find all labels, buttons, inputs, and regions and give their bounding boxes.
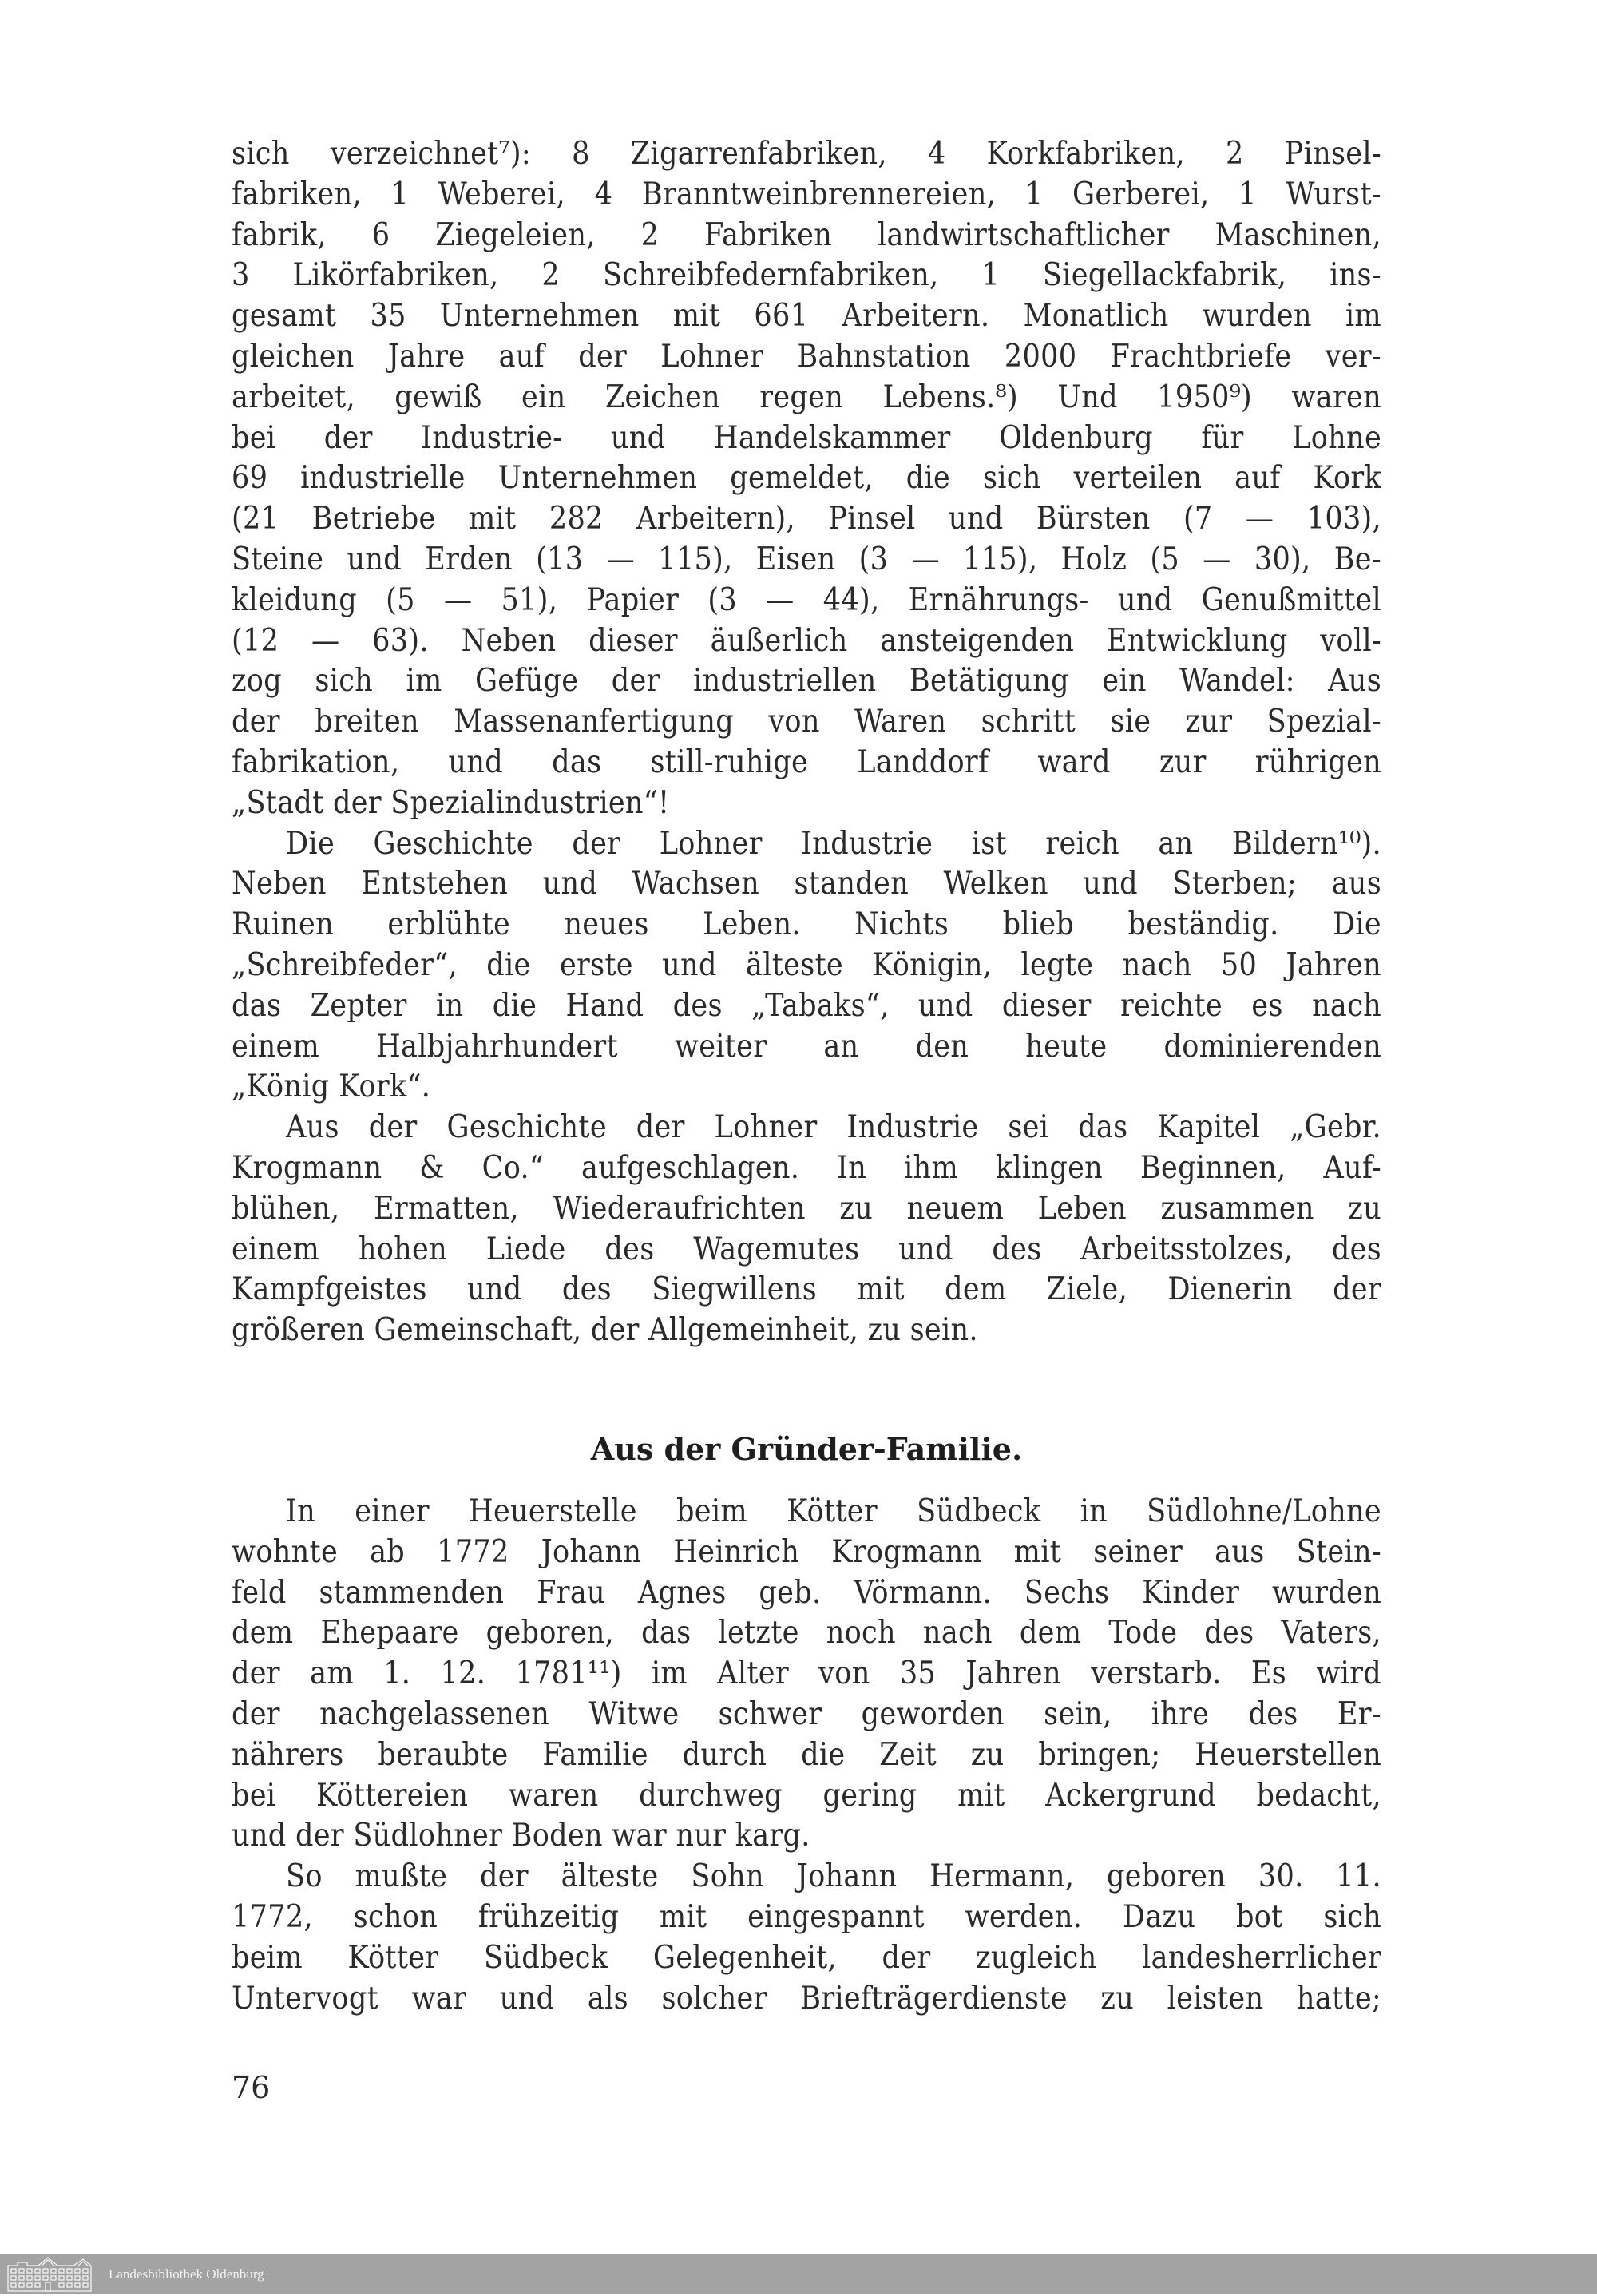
text-line: zog sich im Gefüge der industriellen Betätigung ein Wandel: Aus: [232, 663, 1381, 700]
text-line: der breiten Massenanfertigung von Waren schritt sie zur Spezial-: [232, 704, 1381, 740]
section-heading: Aus der Gründer-Familie.: [590, 1431, 1023, 1467]
text-line: Steine und Erden (13 — 115), Eisen (3 — 115), Holz (5 — 30), Be-: [232, 541, 1381, 577]
text-line: feld stammenden Frau Agnes geb. Vörmann. Sechs Kinder wurden: [232, 1574, 1381, 1611]
text-line: In einer Heuerstelle beim Kötter Südbeck in Südlohne/Lohne: [286, 1493, 1381, 1529]
text-line: „König Kork“.: [232, 1069, 431, 1105]
paragraph-1: [232, 134, 1381, 824]
text-line: Aus der Geschichte der Lohner Industrie sei das Kapitel „Gebr.: [286, 1109, 1381, 1146]
text-line: der nachgelassenen Witwe schwer geworden sein, ihre des Er-: [232, 1695, 1381, 1732]
text-line: Ruinen erblühte neues Leben. Nichts blieb beständig. Die: [232, 906, 1381, 943]
text-line: (12 — 63). Neben dieser äußerlich ansteigenden Entwicklung voll-: [232, 622, 1381, 659]
text-line: das Zepter in die Hand des „Tabaks“, und dieser reichte es nach: [232, 987, 1381, 1024]
text-line: nährers beraubte Familie durch die Zeit zu bringen; Heuerstellen: [232, 1736, 1381, 1773]
text-line: 69 industrielle Unternehmen gemeldet, die sich verteilen auf Kork: [232, 460, 1381, 497]
text-line: So mußte der älteste Sohn Johann Hermann, geboren 30. 11.: [286, 1858, 1381, 1895]
library-building-icon: [6, 2256, 99, 2293]
text-line: Die Geschichte der Lohner Industrie ist reich an Bildern¹⁰).: [286, 825, 1381, 862]
text-line: gleichen Jahre auf der Lohner Bahnstation 2000 Frachtbriefe ver-: [232, 338, 1381, 375]
text-line: der am 1. 12. 1781¹¹) im Alter von 35 Jahren verstarb. Es wird: [232, 1656, 1381, 1692]
text-line: einem hohen Liede des Wagemutes und des Arbeitsstolzes, des: [232, 1231, 1381, 1267]
page-body: [232, 134, 1381, 1351]
text-line: bei Köttereien waren durchweg gering mit Ackergrund bedacht,: [232, 1777, 1381, 1814]
text-line: wohnte ab 1772 Johann Heinrich Krogmann mit seiner aus Stein-: [232, 1533, 1381, 1570]
text-line: gesamt 35 Unternehmen mit 661 Arbeitern. Monatlich wurden im: [232, 298, 1381, 335]
text-line: 1772, schon frühzeitig mit eingespannt werden. Dazu bot sich: [232, 1898, 1381, 1935]
text-line: Neben Entstehen und Wachsen standen Welken und Sterben; aus: [232, 866, 1381, 902]
footer-bar: [0, 2254, 1597, 2294]
text-line: blühen, Ermatten, Wiederaufrichten zu neuem Leben zusammen zu: [232, 1190, 1381, 1227]
text-line: „Stadt der Spezialindustrien“!: [232, 784, 670, 821]
text-line: fabrikation, und das still-ruhige Landdorf ward zur rührigen: [232, 744, 1381, 780]
text-line: arbeitet, gewiß ein Zeichen regen Lebens.⁸) Und 1950⁹) waren: [232, 379, 1381, 415]
text-line: einem Halbjahrhundert weiter an den heute dominierenden: [232, 1028, 1381, 1065]
library-name: Landesbibliothek Oldenburg: [109, 2266, 264, 2282]
paragraph-4: [232, 1492, 1381, 1857]
paragraph-2: [232, 824, 1381, 1108]
text-line: (21 Betriebe mit 282 Arbeitern), Pinsel und Bürsten (7 — 103),: [232, 501, 1381, 537]
text-line: sich verzeichnet⁷): 8 Zigarrenfabriken, 4 Korkfabriken, 2 Pinsel-: [232, 136, 1381, 172]
text-line: „Schreibfeder“, die erste und älteste Königin, legte nach 50 Jahren: [232, 946, 1381, 983]
text-line: Untervogt war und als solcher Briefträgerdienste zu leisten hatte;: [232, 1980, 1381, 2016]
section-body: [232, 1492, 1381, 2019]
text-line: Kampfgeistes und des Siegwillens mit dem Ziele, Dienerin der: [232, 1271, 1381, 1308]
text-line: und der Südlohner Boden war nur karg.: [232, 1818, 810, 1854]
paragraph-3: [232, 1108, 1381, 1351]
text-line: beim Kötter Südbeck Gelegenheit, der zugleich landesherrlicher: [232, 1939, 1381, 1976]
paragraph-5: [232, 1857, 1381, 2019]
text-line: 3 Likörfabriken, 2 Schreibfedernfabriken, 1 Siegellackfabrik, ins-: [232, 257, 1381, 294]
text-line: fabriken, 1 Weberei, 4 Branntweinbrennereien, 1 Gerberei, 1 Wurst-: [232, 176, 1381, 212]
text-line: bei der Industrie- und Handelskammer Oldenburg für Lohne: [232, 419, 1381, 456]
text-line: dem Ehepaare geboren, das letzte noch nach dem Tode des Vaters,: [232, 1615, 1381, 1652]
text-line: größeren Gemeinschaft, der Allgemeinheit, zu sein.: [232, 1312, 978, 1349]
text-line: kleidung (5 — 51), Papier (3 — 44), Ernährungs- und Genußmittel: [232, 581, 1381, 618]
text-line: fabrik, 6 Ziegeleien, 2 Fabriken landwirtschaftlicher Maschinen,: [232, 216, 1381, 253]
text-line: Krogmann & Co.“ aufgeschlagen. In ihm klingen Beginnen, Auf-: [232, 1149, 1381, 1186]
page-number: 76: [232, 2070, 271, 2105]
